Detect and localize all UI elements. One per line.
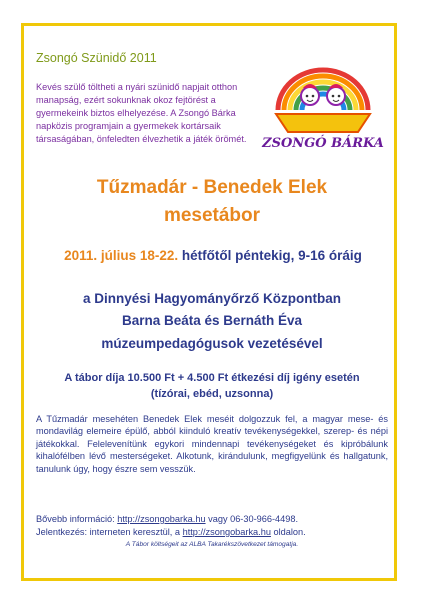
camp-title-line-1: Tűzmadár - Benedek Elek: [96, 177, 328, 198]
date-time: hétfőtől péntekig, 9-16 óráig: [178, 248, 362, 263]
camp-leaders-role: múzeumpedagógusok vezetésével: [101, 336, 323, 351]
camp-fee: A tábor díja 10.500 Ft + 4.500 Ft étkezési díj igény esetén (tízórai, ebéd, uzsonna): [64, 372, 360, 400]
apply-line: [36, 526, 388, 539]
logo-text: ZSONGÓ BÁRKA: [262, 136, 384, 151]
camp-leaders: Barna Beáta és Bernáth Éva: [121, 313, 303, 328]
date-range: 2011. július 18-22.: [64, 248, 179, 263]
info-line: [36, 513, 388, 526]
apply-link[interactable]: http://zsongobarka.hu: [182, 527, 271, 537]
camp-title-line-2: mesetábor: [163, 205, 261, 226]
apply-label: Jelentkezés: interneten keresztül, a: [36, 527, 183, 537]
campaign-title: Zsongó Szünidő 2011: [36, 51, 157, 65]
apply-suffix: oldalon.: [270, 527, 306, 537]
camp-description: A Tűzmadár mesehéten Benedek Elek meséit dolgozzuk fel, a magyar mese- és mondavilág elemeire épülő, abból kiinduló kreatív tevékenységekkel, szerep- és népi játékokkal. Felelevenítünk egykori mindennapi tevékenységeket és kipróbálunk kihalófélben lévő mesterségeket. Alkotunk, kirándulunk, megfigyelünk és hallgatunk, tanulunk úgy, hogy észre sem vesszük.: [36, 414, 388, 474]
zsongo-barka-logo: [258, 52, 388, 152]
intro-paragraph: Kevés szülő töltheti a nyári szünidő napjait otthon manapság, ezért sokunknak okoz fejtörést a gyermekeink biztos elhelyezése. A Zsongó Bárka napközis programjain a gyermekek kortársaik társaságában, önfeledten élvezhetik a játék örömét.: [36, 82, 247, 144]
sponsor-note: A Tábor költségeit az ALBA Takarékszövetkezet támogatja.: [125, 541, 299, 548]
website-link[interactable]: http://zsongobarka.hu: [117, 514, 206, 524]
contact-info: [36, 513, 388, 539]
camp-venue: a Dinnyési Hagyományőrző Központban: [82, 291, 342, 306]
phone-text: vagy 06-30-966-4498.: [205, 514, 299, 524]
camp-dates: [50, 247, 376, 265]
info-label: Bővebb információ:: [36, 514, 118, 524]
